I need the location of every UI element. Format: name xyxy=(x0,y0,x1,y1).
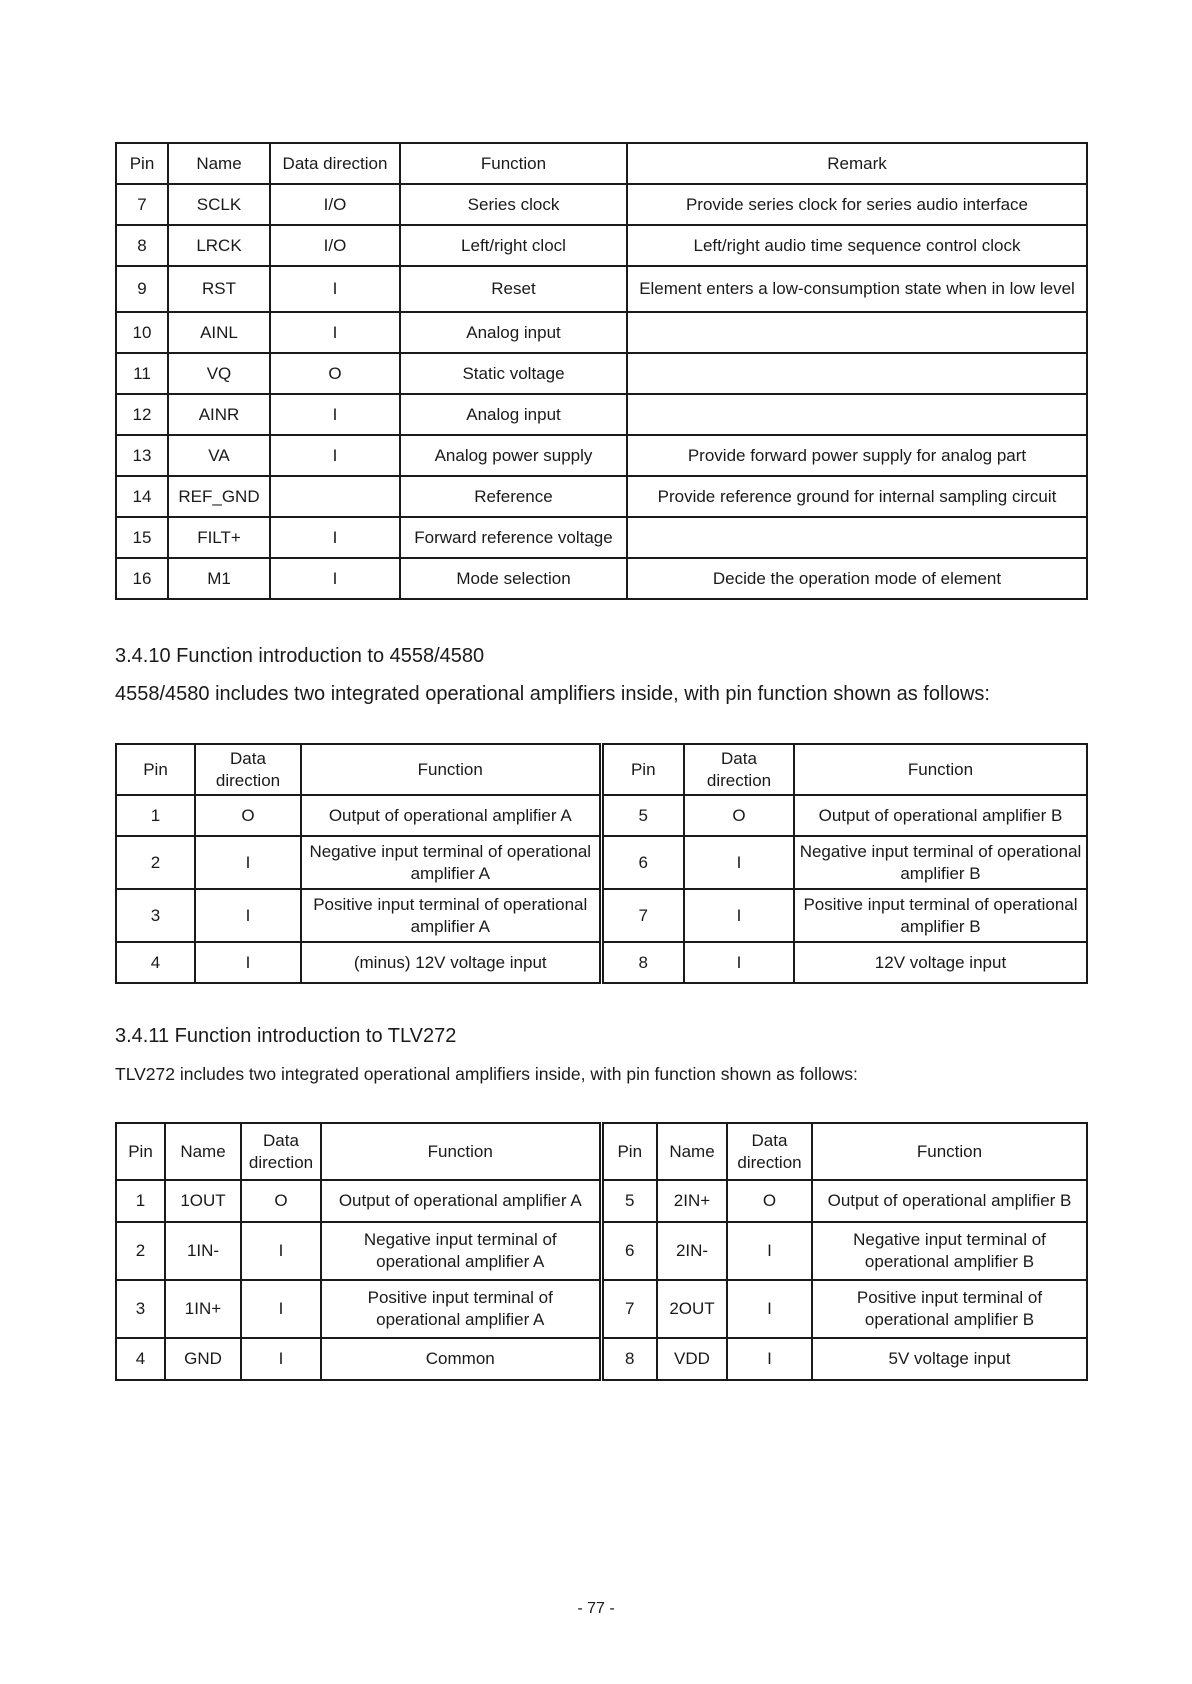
cell-pin: 8 xyxy=(116,225,168,266)
cell-direction: I xyxy=(195,942,301,983)
cell-function: 12V voltage input xyxy=(794,942,1087,983)
header-function: Function xyxy=(794,744,1087,795)
cell-direction: I/O xyxy=(270,225,400,266)
cell-name: AINR xyxy=(168,394,270,435)
cell-name: RST xyxy=(168,266,270,312)
header-data-direction: Data direction xyxy=(195,744,301,795)
cell-direction: I xyxy=(727,1338,812,1380)
table-row xyxy=(116,312,1087,353)
cell-function: Negative input terminal of operational amplifier B xyxy=(794,836,1087,889)
cell-pin: 15 xyxy=(116,517,168,558)
cell-function: Reset xyxy=(400,266,627,312)
header-remark: Remark xyxy=(627,143,1087,184)
pin-function-table-1 xyxy=(115,142,1088,600)
cell-pin: 5 xyxy=(601,795,684,836)
cell-direction: I xyxy=(195,889,301,942)
cell-direction: O xyxy=(241,1180,321,1222)
cell-name: VDD xyxy=(657,1338,727,1380)
header-data-direction: Data direction xyxy=(684,744,794,795)
cell-direction: I xyxy=(727,1280,812,1338)
cell-remark: Provide reference ground for internal sampling circuit xyxy=(627,476,1087,517)
cell-pin: 5 xyxy=(601,1180,657,1222)
cell-direction: I xyxy=(195,836,301,889)
header-data-direction: Data direction xyxy=(241,1123,321,1180)
section-intro-4558: 4558/4580 includes two integrated operational amplifiers inside, with pin function shown as follows: xyxy=(115,683,990,705)
cell-pin: 8 xyxy=(601,1338,657,1380)
header-name: Name xyxy=(165,1123,241,1180)
cell-direction: I xyxy=(270,266,400,312)
cell-direction: I xyxy=(241,1338,321,1380)
cell-function: Output of operational amplifier A xyxy=(301,795,601,836)
cell-function: (minus) 12V voltage input xyxy=(301,942,601,983)
cell-remark: Element enters a low-consumption state when in low level xyxy=(627,266,1087,312)
cell-pin: 4 xyxy=(116,942,195,983)
cell-name: 1IN- xyxy=(165,1222,241,1280)
cell-pin: 7 xyxy=(601,1280,657,1338)
cell-function: Mode selection xyxy=(400,558,627,599)
cell-function: 5V voltage input xyxy=(812,1338,1087,1380)
cell-function: Output of operational amplifier B xyxy=(812,1180,1087,1222)
cell-remark xyxy=(627,394,1087,435)
table-row xyxy=(116,225,1087,266)
cell-name: M1 xyxy=(168,558,270,599)
header-pin: Pin xyxy=(116,1123,165,1180)
cell-pin: 1 xyxy=(116,795,195,836)
table-row xyxy=(116,184,1087,225)
table-row xyxy=(116,942,1087,983)
cell-function: Negative input terminal of operational amplifier A xyxy=(321,1222,601,1280)
cell-function: Positive input terminal of operational amplifier B xyxy=(812,1280,1087,1338)
cell-pin: 6 xyxy=(601,836,684,889)
cell-function: Negative input terminal of operational amplifier B xyxy=(812,1222,1087,1280)
cell-function: Output of operational amplifier A xyxy=(321,1180,601,1222)
cell-name: REF_GND xyxy=(168,476,270,517)
cell-direction: I xyxy=(270,394,400,435)
cell-direction: O xyxy=(195,795,301,836)
cell-pin: 11 xyxy=(116,353,168,394)
cell-function: Series clock xyxy=(400,184,627,225)
cell-pin: 2 xyxy=(116,1222,165,1280)
cell-function: Analog power supply xyxy=(400,435,627,476)
cell-pin: 16 xyxy=(116,558,168,599)
cell-pin: 3 xyxy=(116,889,195,942)
section-heading-tlv272: 3.4.11 Function introduction to TLV272 xyxy=(115,1025,457,1047)
cell-function: Analog input xyxy=(400,394,627,435)
cell-name: 2OUT xyxy=(657,1280,727,1338)
header-pin: Pin xyxy=(601,1123,657,1180)
cell-name: GND xyxy=(165,1338,241,1380)
table-row xyxy=(116,836,1087,889)
cell-remark xyxy=(627,353,1087,394)
cell-direction: I xyxy=(684,889,794,942)
header-data-direction: Data direction xyxy=(270,143,400,184)
cell-direction: I xyxy=(684,836,794,889)
cell-pin: 14 xyxy=(116,476,168,517)
header-function: Function xyxy=(321,1123,601,1180)
cell-pin: 12 xyxy=(116,394,168,435)
header-pin: Pin xyxy=(601,744,684,795)
cell-name: 1IN+ xyxy=(165,1280,241,1338)
cell-name: VA xyxy=(168,435,270,476)
cell-direction: I xyxy=(684,942,794,983)
header-function: Function xyxy=(812,1123,1087,1180)
header-name: Name xyxy=(168,143,270,184)
table-row xyxy=(116,435,1087,476)
pin-function-table-tlv272 xyxy=(115,1122,1088,1381)
header-pin: Pin xyxy=(116,744,195,795)
table-row xyxy=(116,795,1087,836)
section-heading-4558: 3.4.10 Function introduction to 4558/4580 xyxy=(115,645,485,667)
table-header-row xyxy=(116,1123,1087,1180)
cell-pin: 3 xyxy=(116,1280,165,1338)
cell-remark: Provide forward power supply for analog part xyxy=(627,435,1087,476)
cell-direction: O xyxy=(727,1180,812,1222)
cell-pin: 1 xyxy=(116,1180,165,1222)
table-row xyxy=(116,266,1087,312)
cell-function: Left/right clocl xyxy=(400,225,627,266)
cell-function: Common xyxy=(321,1338,601,1380)
header-function: Function xyxy=(400,143,627,184)
cell-direction: I/O xyxy=(270,184,400,225)
cell-pin: 10 xyxy=(116,312,168,353)
table-row xyxy=(116,476,1087,517)
cell-pin: 7 xyxy=(116,184,168,225)
cell-remark: Left/right audio time sequence control clock xyxy=(627,225,1087,266)
cell-pin: 9 xyxy=(116,266,168,312)
table-row xyxy=(116,1222,1087,1280)
cell-function: Output of operational amplifier B xyxy=(794,795,1087,836)
section-intro-tlv272: TLV272 includes two integrated operational amplifiers inside, with pin function shown as follows: xyxy=(115,1064,858,1084)
cell-direction xyxy=(270,476,400,517)
cell-function: Static voltage xyxy=(400,353,627,394)
cell-pin: 6 xyxy=(601,1222,657,1280)
header-data-direction: Data direction xyxy=(727,1123,812,1180)
cell-pin: 2 xyxy=(116,836,195,889)
header-pin: Pin xyxy=(116,143,168,184)
table-header-row xyxy=(116,143,1087,184)
cell-direction: I xyxy=(270,558,400,599)
cell-name: VQ xyxy=(168,353,270,394)
cell-name: LRCK xyxy=(168,225,270,266)
cell-remark: Decide the operation mode of element xyxy=(627,558,1087,599)
cell-name: SCLK xyxy=(168,184,270,225)
cell-remark: Provide series clock for series audio interface xyxy=(627,184,1087,225)
cell-name: 2IN+ xyxy=(657,1180,727,1222)
table-row xyxy=(116,517,1087,558)
cell-function: Forward reference voltage xyxy=(400,517,627,558)
cell-pin: 8 xyxy=(601,942,684,983)
cell-pin: 4 xyxy=(116,1338,165,1380)
cell-direction: O xyxy=(684,795,794,836)
cell-function: Positive input terminal of operational amplifier A xyxy=(301,889,601,942)
cell-direction: I xyxy=(727,1222,812,1280)
cell-pin: 13 xyxy=(116,435,168,476)
table-row xyxy=(116,394,1087,435)
cell-direction: I xyxy=(241,1280,321,1338)
table-row xyxy=(116,1338,1087,1380)
cell-function: Negative input terminal of operational amplifier A xyxy=(301,836,601,889)
table-header-row xyxy=(116,744,1087,795)
cell-function: Analog input xyxy=(400,312,627,353)
cell-function: Positive input terminal of operational amplifier A xyxy=(321,1280,601,1338)
cell-remark xyxy=(627,517,1087,558)
table-row xyxy=(116,1180,1087,1222)
header-function: Function xyxy=(301,744,601,795)
cell-name: AINL xyxy=(168,312,270,353)
cell-pin: 7 xyxy=(601,889,684,942)
table-row xyxy=(116,353,1087,394)
cell-name: FILT+ xyxy=(168,517,270,558)
page-number: - 77 - xyxy=(577,1600,615,1617)
cell-direction: I xyxy=(241,1222,321,1280)
cell-direction: I xyxy=(270,435,400,476)
header-name: Name xyxy=(657,1123,727,1180)
cell-function: Positive input terminal of operational amplifier B xyxy=(794,889,1087,942)
table-row xyxy=(116,558,1087,599)
cell-name: 1OUT xyxy=(165,1180,241,1222)
cell-direction: I xyxy=(270,517,400,558)
cell-direction: I xyxy=(270,312,400,353)
table-row xyxy=(116,889,1087,942)
cell-direction: O xyxy=(270,353,400,394)
cell-function: Reference xyxy=(400,476,627,517)
cell-name: 2IN- xyxy=(657,1222,727,1280)
cell-remark xyxy=(627,312,1087,353)
table-row xyxy=(116,1280,1087,1338)
pin-function-table-4558 xyxy=(115,743,1088,984)
